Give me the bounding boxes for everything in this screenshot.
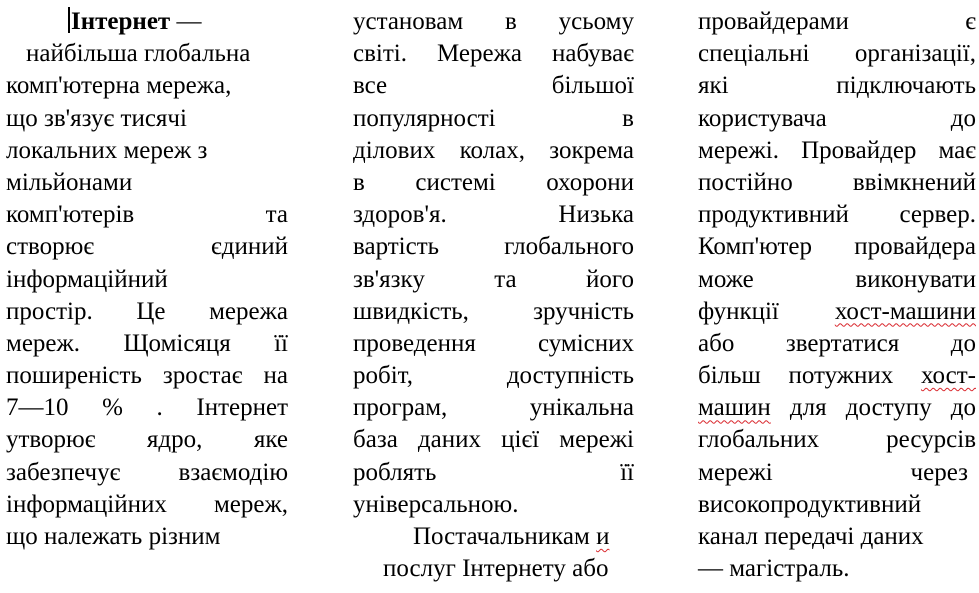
text-fragment: функції: [698, 297, 835, 325]
title-dash: —: [170, 8, 202, 35]
text-line: високопродуктивний: [698, 490, 922, 518]
text-line: в системі охорони: [353, 168, 634, 196]
text-line: вартість глобального: [353, 233, 634, 261]
text-line: простір. Це мережа: [6, 297, 288, 325]
text-line: продуктивний сервер.: [698, 201, 976, 229]
text-line: все більшої: [353, 72, 634, 100]
text-line: робіт, доступність: [353, 362, 634, 390]
text-line: мереж. Щомісяця її: [6, 329, 288, 357]
text-line: користувача до: [698, 104, 976, 132]
text-line: програм, унікальна: [353, 394, 634, 422]
text-line: найбільша глобальна: [26, 40, 251, 68]
text-line: спеціальні організації,: [698, 40, 976, 68]
text-line: забезпечує взаємодію: [6, 458, 288, 486]
text-line: локальних мереж з: [6, 136, 208, 164]
text-line: поширеність зростає на: [6, 362, 288, 390]
text-cursor: [68, 7, 70, 33]
text-line: мільйонами: [6, 168, 133, 196]
text-line: або звертатися до: [698, 329, 976, 357]
text-line: інформаційних мереж,: [6, 490, 288, 518]
spellcheck-word: хост-машини: [834, 297, 976, 325]
term-internet: Інтернет: [71, 8, 171, 35]
text-fragment: Постачальникам: [413, 523, 597, 550]
text-line: установам в усьому: [353, 8, 634, 35]
text-line: що належать різним: [6, 523, 221, 550]
text-line: мережі. Провайдер має: [698, 136, 976, 164]
paragraph-title-line: [6, 6, 288, 38]
text-line: [698, 457, 976, 489]
spellcheck-word: хост-: [920, 362, 976, 390]
text-line: роблять її: [353, 458, 634, 486]
text-line: універсальною.: [353, 490, 519, 518]
text-line-with-spellcheck: [698, 296, 976, 328]
text-line: створює єдиний: [6, 233, 288, 261]
text-line-with-spellcheck: [698, 392, 976, 424]
text-line: постійно ввімкнений: [698, 168, 976, 196]
text-line: світі. Мережа набуває: [353, 40, 634, 68]
text-line: послуг Інтернету або: [383, 555, 609, 583]
text-line: провайдерами є: [698, 8, 976, 35]
text-line: комп'ютерів та: [6, 201, 288, 229]
text-line: може виконувати: [698, 265, 976, 293]
text-line: ділових колах, зокрема: [353, 136, 634, 164]
spellcheck-word: машин: [698, 394, 771, 422]
text-line: комп'ютерна мережа,: [6, 72, 232, 100]
text-line: що зв'язує тисячі: [6, 104, 187, 132]
text-fragment: більш потужних: [698, 362, 921, 390]
text-line: — магістраль.: [698, 555, 850, 583]
spellcheck-word: и: [596, 523, 610, 550]
text-column-2: [353, 6, 634, 585]
text-line: 7—10 % . Інтернет: [6, 394, 288, 422]
text-line: популярності в: [353, 104, 634, 132]
text-line: утворює ядро, яке: [6, 426, 288, 454]
text-line: здоров'я. Низька: [353, 201, 634, 229]
text-line: які підключають: [698, 72, 976, 100]
text-line: канал передачі даних: [698, 523, 924, 550]
text-line: глобальних ресурсів: [698, 426, 976, 454]
text-line: проведення сумісних: [353, 329, 634, 357]
text-column-3: [698, 6, 976, 585]
text-line: інформаційний: [6, 265, 168, 293]
text-line: зв'язку та його: [353, 265, 634, 293]
text-line-with-spellcheck: [698, 360, 976, 392]
text-fragment: для доступу до: [770, 394, 976, 422]
text-line: база даних цієї мережі: [353, 426, 634, 454]
text-line: швидкість, зручність: [353, 297, 634, 325]
text-column-1: [6, 6, 288, 553]
text-fragment: мережі через: [698, 458, 968, 486]
text-line: Комп'ютер провайдера: [698, 233, 976, 261]
paragraph-start-line: [353, 521, 634, 553]
